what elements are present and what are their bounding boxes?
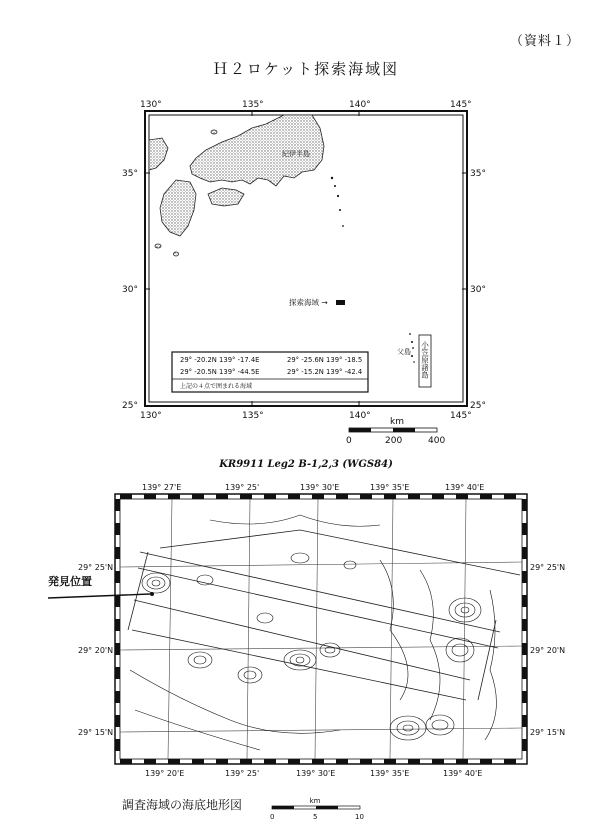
map1-lon-top-130: 130°	[140, 100, 162, 110]
map2-scale-unit: km	[309, 797, 321, 805]
map2-lon-bottom-1: 139° 25'	[225, 769, 260, 778]
map2-lat-right-15: 29° 15'N	[530, 728, 566, 737]
map1-lat-left-30: 30°	[122, 285, 138, 295]
map2-lon-top-0: 139° 27'E	[142, 483, 182, 492]
map2-lat-right-25: 29° 25'N	[530, 563, 566, 572]
bathymetry-map-title: KR9911 Leg2 B-1,2,3 (WGS84)	[219, 459, 393, 470]
map2-inner-frame	[120, 499, 522, 759]
map1-lat-right-30: 30°	[470, 285, 486, 295]
map2-scale	[260, 795, 370, 825]
map1-scale-200: 200	[385, 436, 403, 446]
map2-lon-bottom-3: 139° 35'E	[370, 769, 410, 778]
bathymetry-map	[0, 470, 612, 795]
map2-scale-10: 10	[355, 813, 364, 821]
map2-lon-top-3: 139° 35'E	[370, 483, 410, 492]
legend-coord-1b: 29° -25.6N 139° -18.5	[287, 356, 363, 364]
map1-lon-bottom-145: 145°	[450, 411, 472, 421]
ogasawara-label: 小笠原諸島	[420, 341, 430, 379]
map1-lon-bottom-135: 135°	[242, 411, 264, 421]
survey-lines	[128, 530, 520, 700]
map1-scale-400: 400	[428, 436, 446, 446]
legend-coord-2a: 29° -20.5N 139° -44.5E	[180, 368, 260, 376]
legend-coord-1a: 29° -20.2N 139° -17.4E	[180, 356, 260, 364]
map2-lon-top-1: 139° 25'	[225, 483, 260, 492]
map1-lat-right-35: 35°	[470, 169, 486, 179]
search-area-label: 探索海域 →	[289, 298, 328, 307]
map1-lon-top-135: 135°	[242, 100, 264, 110]
map2-lat-right-20: 29° 20'N	[530, 646, 566, 655]
map2-lon-top-4: 139° 40'E	[445, 483, 485, 492]
legend-note: 上記の４点で囲まれる海域	[180, 383, 253, 390]
map1-scale-unit: km	[390, 417, 404, 427]
chichijima-label: 父島	[397, 348, 411, 356]
map2-lat-left-15: 29° 15'N	[78, 728, 114, 737]
map2-lon-bottom-4: 139° 40'E	[443, 769, 483, 778]
map2-lat-left-25: 29° 25'N	[78, 563, 114, 572]
bathymetry-contours	[130, 515, 496, 750]
map1-scale-0: 0	[346, 436, 352, 446]
map2-lon-bottom-2: 139° 30'E	[296, 769, 336, 778]
map1-lon-bottom-130: 130°	[140, 411, 162, 421]
bathymetry-caption: 調査海域の海底地形図	[122, 798, 243, 812]
izu-islands	[331, 177, 344, 227]
map1-lat-left-25: 25°	[122, 401, 138, 411]
found-position-marker	[150, 592, 154, 596]
map1-lon-top-140: 140°	[349, 100, 371, 110]
search-area-map-title: Ｈ２ロケット探索海域図	[212, 60, 400, 78]
document-reference-label: （資料１）	[510, 34, 581, 49]
map2-scale-0: 0	[270, 813, 275, 821]
map1-lon-bottom-140: 140°	[349, 411, 371, 421]
place-label-kii: 紀伊半島	[282, 150, 310, 158]
map2-graticule	[120, 499, 522, 759]
map2-scale-5: 5	[313, 813, 318, 821]
legend-coord-2b: 29° -15.2N 139° -42.4	[287, 368, 363, 376]
map1-lat-right-25: 25°	[470, 401, 486, 411]
japan-landmass	[149, 115, 324, 256]
search-area-marker	[336, 300, 345, 305]
map1-lon-top-145: 145°	[450, 100, 472, 110]
map2-lat-left-20: 29° 20'N	[78, 646, 114, 655]
map1-lat-left-35: 35°	[122, 169, 138, 179]
map2-lon-top-2: 139° 30'E	[300, 483, 340, 492]
found-position-pointer	[48, 594, 150, 598]
found-position-label: 発見位置	[48, 575, 92, 588]
map2-lon-bottom-0: 139° 20'E	[145, 769, 185, 778]
